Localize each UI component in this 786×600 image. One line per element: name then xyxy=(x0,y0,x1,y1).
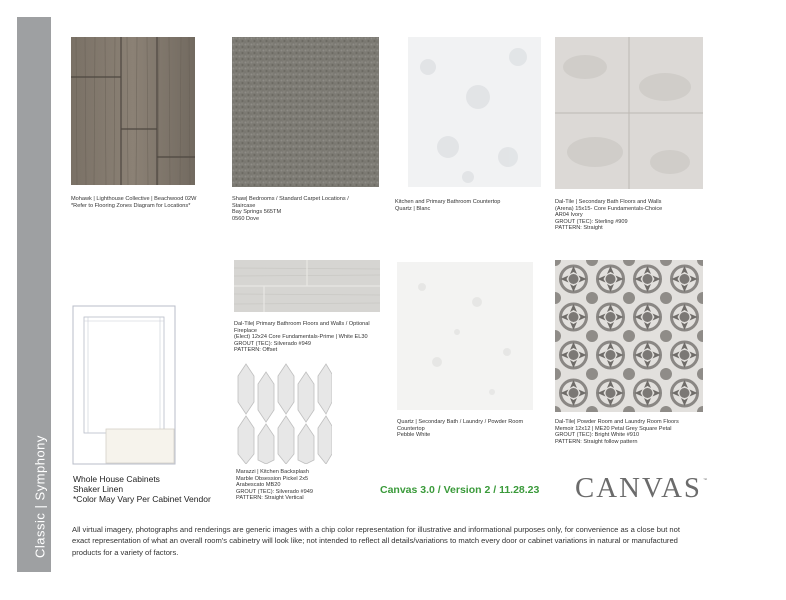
arena-tile-swatch xyxy=(555,37,703,189)
memoir-tile-swatch xyxy=(555,260,703,412)
backsplash-swatch xyxy=(236,362,332,464)
quartz-pebble-swatch xyxy=(397,262,533,410)
wood-floor-swatch xyxy=(71,37,195,185)
disclaimer-text: All virtual imagery, photographs and renderings are generic images with a chip color representation for illustrative and informational purposes only, for convenience as a close but not exact representation of what an overall room's cabinetry will look like; not intended to reflect all details/variations to match every door or cabinet variations in natural or manufactured products for a variety of factors. xyxy=(72,525,680,557)
cabinet-door-drawing xyxy=(72,305,176,465)
memoir-tile-caption: Dal-Tile| Powder Room and Laundry Room Floors Memoir 12x12 | ME20 Petal Grey Square Petal GROUT (TEC): Bright White #910 PATTERN: Straight follow pattern xyxy=(555,419,679,445)
carpet-caption: Shaw| Bedrooms / Standard Carpet Locations / Staircase Bay Springs 565TM 0560 Dove xyxy=(232,196,349,222)
sidebar-label-wrap xyxy=(17,17,51,572)
backsplash-caption: Marazzi | Kitchen Backsplash Marble Obsession Pickel 2x5 Arabescato MB20 GROUT (TEC): Silverado #949 PATTERN: Straight Vertical xyxy=(236,469,313,502)
collection-label: Classic | Symphony xyxy=(32,435,48,558)
primary-bath-tile-swatch xyxy=(234,260,380,312)
arena-tile-caption: Dal-Tile | Secondary Bath Floors and Walls (Arena) 15x15- Core Fundamentals-Choice AR04 Ivory GROUT (TEC): Sterling #909 PATTERN: Straight xyxy=(555,199,663,232)
version-label: Canvas 3.0 / Version 2 / 11.28.23 xyxy=(380,484,540,496)
svg-text:™: ™ xyxy=(703,477,707,482)
cabinet-caption: Whole House Cabinets Shaker Linen *Color May Vary Per Cabinet Vendor xyxy=(73,474,211,504)
svg-text:CANVAS: CANVAS xyxy=(575,473,702,504)
carpet-swatch xyxy=(232,37,379,187)
wood-floor-caption: Mohawk | Lighthouse Collective | Beachwood 02W *Refer to Flooring Zones Diagram for Locations* xyxy=(71,196,197,209)
sidebar-band xyxy=(17,17,51,572)
quartz-blanc-swatch xyxy=(408,37,541,187)
primary-bath-tile-caption: Dal-Tile| Primary Bathroom Floors and Walls / Optional Fireplace (Elect) 12x24 Core Fundamentals-Prime | White EL30 GROUT (TEC): Silverado #949 PATTERN: Offset xyxy=(234,321,370,354)
canvas-logo xyxy=(575,467,710,507)
quartz-blanc-caption: Kitchen and Primary Bathroom Countertop Quartz | Blanc xyxy=(395,199,501,212)
quartz-pebble-caption: Quartz | Secondary Bath / Laundry / Powder Room Countertop Pebble White xyxy=(397,419,524,439)
